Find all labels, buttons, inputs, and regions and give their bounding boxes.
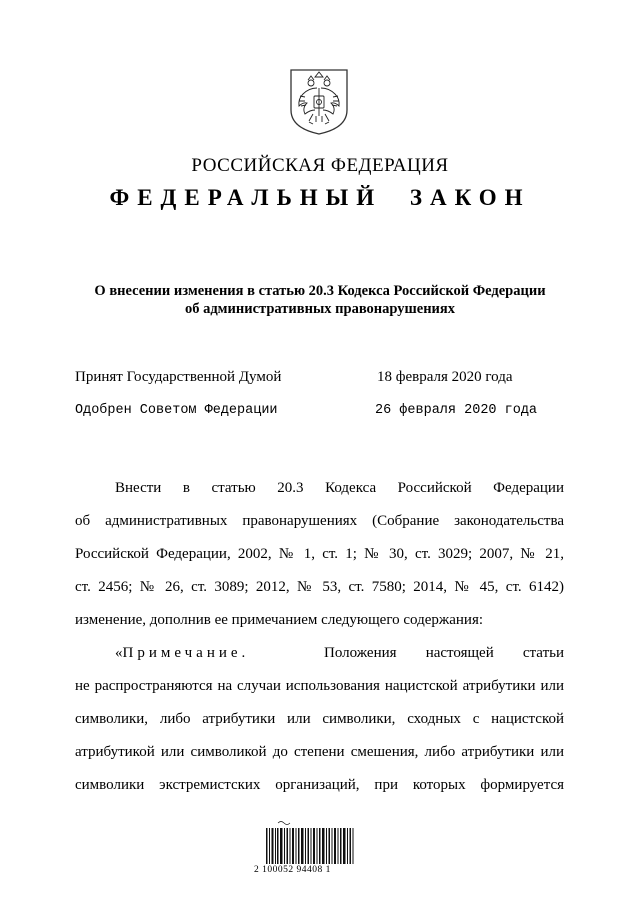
law-title <box>60 282 580 318</box>
council-label: Одобрен Советом Федерации <box>75 403 278 418</box>
note-label: Примечание. <box>122 645 250 661</box>
body-line: Внести в статью 20.3 Кодекса Российской Федерации <box>115 480 564 496</box>
duma-date: 18 февраля 2020 года <box>377 369 513 385</box>
council-date: 26 февраля 2020 года <box>375 403 538 418</box>
law-body <box>75 472 564 802</box>
body-line: об административных правонарушениях (Собрание законодательства <box>75 513 564 529</box>
body-line: ст. 2456; № 26, ст. 3089; 2012, № 53, ст. 7580; 2014, № 45, ст. 6142) <box>75 579 564 595</box>
note-first-line-rest-text: Положения настоящей статьи <box>324 645 564 661</box>
body-line: изменение, дополнив ее примечанием следующего содержания: <box>75 612 484 628</box>
law-type-heading: ФЕДЕРАЛЬНЫЙ ЗАКОН <box>109 185 531 210</box>
note-first-line <box>115 637 564 670</box>
note-line: не распространяются на случаи использования нацистской атрибутики или <box>75 678 564 694</box>
note-line: символики экстремистских организаций, при которых формируется <box>75 777 564 793</box>
duma-label: Принят Государственной Думой <box>75 369 282 385</box>
note-first-line-rest <box>324 637 564 670</box>
barcode-number: 2 100052 94408 1 <box>254 865 331 875</box>
note-line: символики, либо атрибутики или символики, сходных с нацистской <box>75 711 564 727</box>
law-title-line: О внесении изменения в статью 20.3 Кодекса Российской Федерации <box>94 283 546 299</box>
law-title-line: об административных правонарушениях <box>184 301 456 317</box>
country-name: РОССИЙСКАЯ ФЕДЕРАЦИЯ <box>191 155 449 176</box>
note-quote-mark: « <box>115 645 123 661</box>
note-line: атрибутикой или символикой до степени смешения, либо атрибутики или <box>75 744 564 760</box>
state-emblem-icon <box>287 66 351 136</box>
body-line: Российской Федерации, 2002, № 1, ст. 1; № 30, ст. 3029; 2007, № 21, <box>75 546 564 562</box>
